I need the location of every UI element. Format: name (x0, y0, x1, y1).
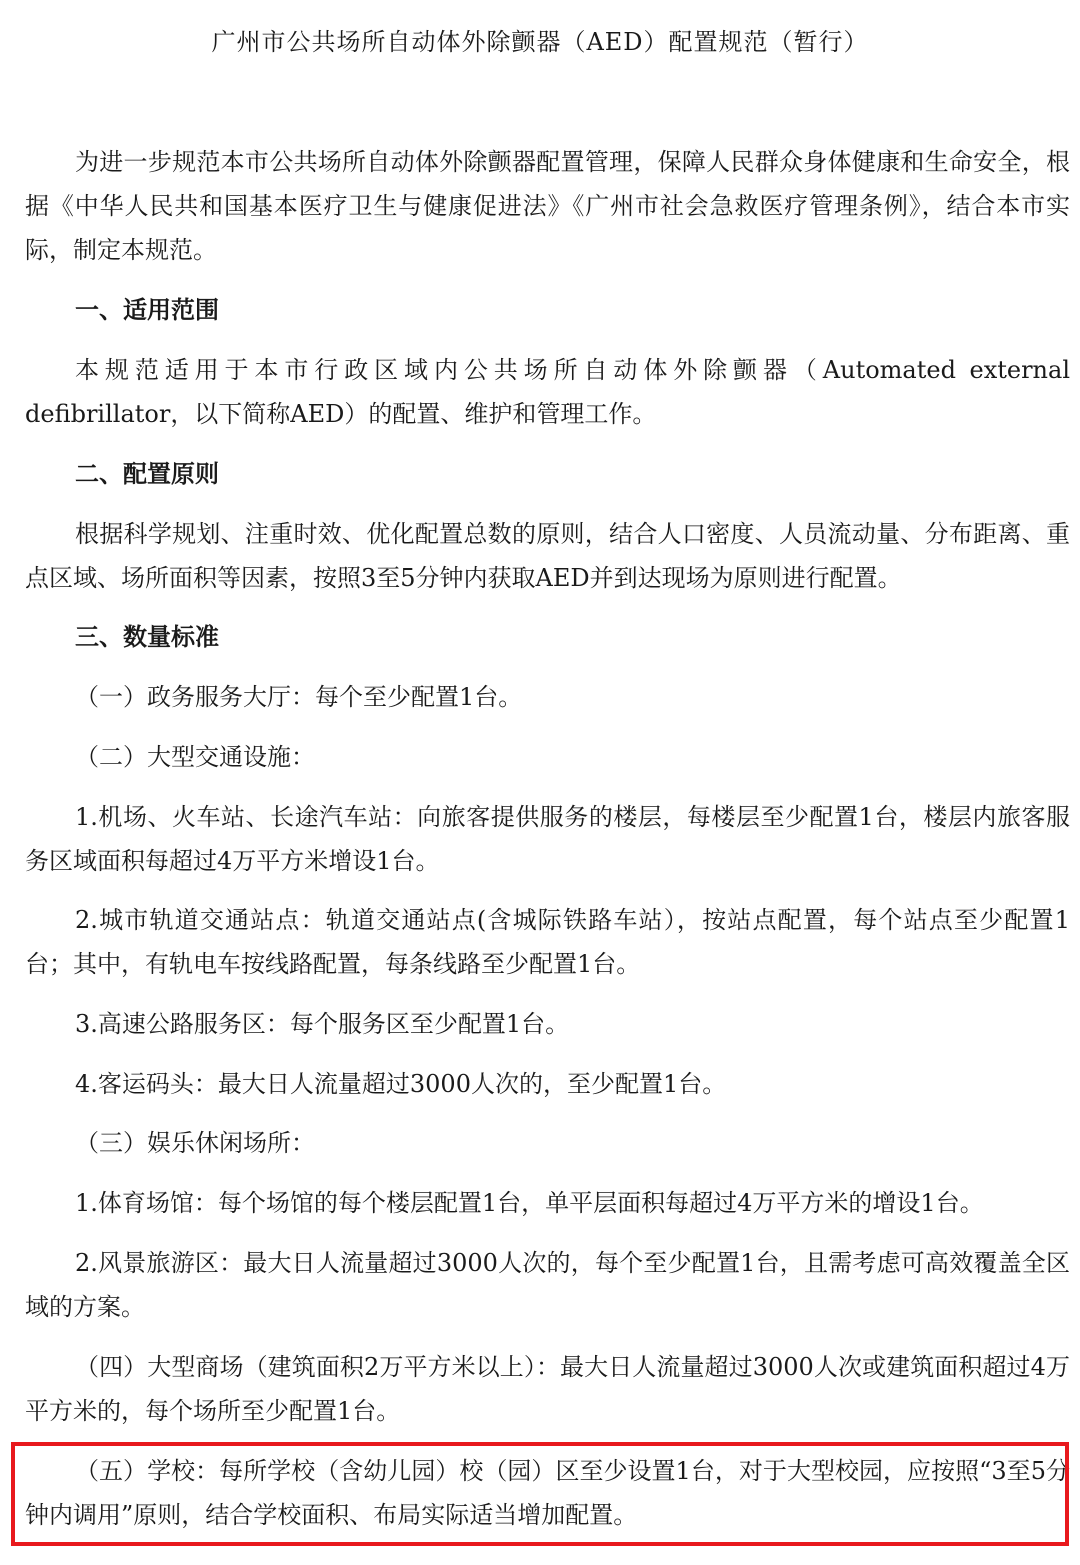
item-airport-station: 1.机场、火车站、长途汽车站：向旅客提供服务的楼层，每楼层至少配置1台，楼层内旅客服务区域面积每超过4万平方米增设1台。 (25, 803, 1070, 875)
scope-paragraph: 本规范适用于本市行政区域内公共场所自动体外除颤器（Automated external defibrillator，以下简称AED）的配置、维护和管理工作。 (25, 356, 1070, 428)
section-heading-principles: 二、配置原则 (75, 459, 219, 488)
section-heading-scope: 一、适用范围 (75, 295, 219, 324)
document-title: 广州市公共场所自动体外除颤器（AED）配置规范（暂行） (211, 28, 869, 56)
school-highlight-box (11, 1442, 1069, 1546)
principles-paragraph: 根据科学规划、注重时效、优化配置总数的原则，结合人口密度、人员流动量、分布距离、重点区域、场所面积等因素，按照3至5分钟内获取AED并到达现场为原则进行配置。 (25, 520, 1070, 592)
section-heading-quantity: 三、数量标准 (75, 622, 219, 651)
item-stadium: 1.体育场馆：每个场馆的每个楼层配置1台，单平层面积每超过4万平方米的增设1台。 (75, 1189, 984, 1217)
item-rail-transit: 2.城市轨道交通站点：轨道交通站点(含城际铁路车站），按站点配置，每个站点至少配置1台；其中，有轨电车按线路配置，每条线路至少配置1台。 (25, 906, 1070, 978)
item-school: （五）学校：每所学校（含幼儿园）校（园）区至少设置1台，对于大型校园，应按照“3至5分钟内调用”原则，结合学校面积、布局实际适当增加配置。 (25, 1457, 1070, 1529)
item-entertainment: （三）娱乐休闲场所： (75, 1129, 315, 1157)
item-government-hall: （一）政务服务大厅：每个至少配置1台。 (75, 683, 523, 711)
item-transport-facilities: （二）大型交通设施： (75, 743, 315, 771)
intro-paragraph: 为进一步规范本市公共场所自动体外除颤器配置管理，保障人民群众身体健康和生命安全，根据《中华人民共和国基本医疗卫生与健康促进法》《广州市社会急救医疗管理条例》，结合本市实际，制定本规范。 (25, 148, 1070, 264)
item-scenic-area: 2.风景旅游区：最大日人流量超过3000人次的，每个至少配置1台，且需考虑可高效覆盖全区域的方案。 (25, 1249, 1070, 1321)
item-shopping-mall: （四）大型商场（建筑面积2万平方米以上）：最大日人流量超过3000人次或建筑面积超过4万平方米的，每个场所至少配置1台。 (25, 1353, 1070, 1425)
item-highway-service: 3.高速公路服务区：每个服务区至少配置1台。 (75, 1010, 570, 1038)
item-passenger-terminal: 4.客运码头：最大日人流量超过3000人次的，至少配置1台。 (75, 1070, 727, 1098)
